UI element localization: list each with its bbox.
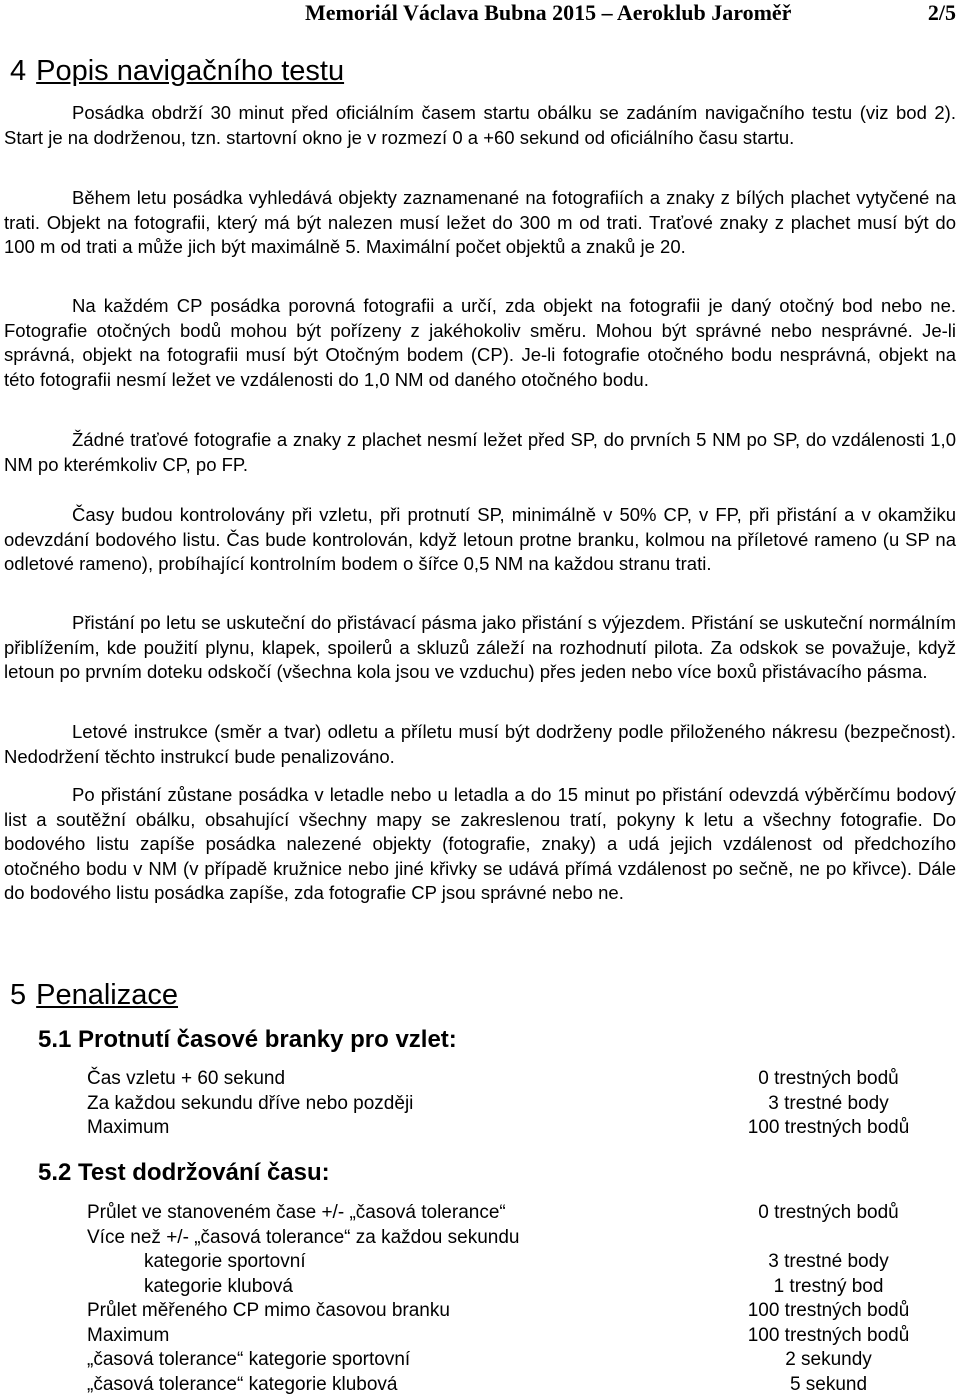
penalty-value: 0 trestných bodů [758, 1202, 899, 1223]
penalty-value: 100 trestných bodů [747, 1300, 910, 1321]
paragraph: Posádka obdrží 30 minut před oficiálním časem startu obálku se zadáním navigačního testu (viz bod 2). Start je na dodrženou, tzn. startovní okno je v rozmezí 0 a +60 sekund od oficiálního času startu. [4, 102, 956, 148]
section-5-heading [10, 979, 178, 1011]
paragraph: Letové instrukce (směr a tvar) odletu a příletu musí být dodrženy podle přiloženého nákresu (bezpečnost). Nedodržení těchto instrukcí bude penalizováno. [4, 721, 956, 767]
penalty-label: Maximum [87, 1324, 170, 1346]
penalty-label: kategorie sportovní [144, 1251, 306, 1272]
penalty-row [87, 1275, 940, 1300]
penalty-label: Průlet měřeného CP mimo časovou branku [87, 1300, 450, 1321]
paragraph: Žádné traťové fotografie a znaky z plachet nesmí ležet před SP, do prvních 5 NM po SP, do vzdálenosti 1,0 NM po kterémkoliv CP, po FP. [4, 429, 956, 475]
page-header [0, 0, 960, 26]
penalty-value: 3 trestné body [768, 1251, 889, 1272]
penalty-row [87, 1373, 940, 1398]
penalty-value: 3 trestné body [768, 1092, 889, 1114]
penalty-label: „časová tolerance“ kategorie klubová [87, 1373, 398, 1395]
penalty-row [87, 1226, 940, 1251]
paragraph: Na každém CP posádka porovná fotografii a určí, zda objekt na fotografii je daný otočný bod nebo ne. Fotografie otočných bodů mohou být pořízeny z jakéhokoliv směru. Mohou být správné nebo nesprávné. Je-li správná, objekt na fotografii musí být Otočným bodem (CP). Je-li fotografie otočného bodu nesprávná, objekt na této fotografii nesmí ležet ve vzdálenosti do 1,0 NM od daného otočného bodu. [4, 295, 956, 390]
section-4-heading [10, 55, 344, 87]
subsection-5-2-heading: 5.2 Test dodržování času: [38, 1159, 330, 1186]
penalty-label: Průlet ve stanoveném čase +/- „časová tolerance“ [87, 1202, 506, 1223]
penalty-label: „časová tolerance“ kategorie sportovní [87, 1349, 411, 1370]
penalty-row [87, 1092, 940, 1117]
penalty-label: Více než +/- „časová tolerance“ za každou sekundu [87, 1226, 520, 1248]
penalty-row [87, 1250, 940, 1275]
penalty-row [87, 1067, 940, 1092]
penalty-value: 100 trestných bodů [747, 1117, 910, 1138]
header-title: Memoriál Václava Bubna 2015 – Aeroklub Jaroměř [305, 0, 792, 25]
penalty-value: 100 trestných bodů [747, 1324, 910, 1346]
penalty-table-timing [87, 1201, 940, 1397]
section-5-number: 5 [10, 979, 27, 1011]
penalty-label: Za každou sekundu dříve nebo později [87, 1092, 414, 1114]
penalty-row [87, 1348, 940, 1373]
section-4-title: Popis navigačního testu [36, 55, 345, 87]
subsection-5-1-heading: 5.1 Protnutí časové branky pro vzlet: [38, 1026, 457, 1053]
penalty-row [87, 1116, 940, 1141]
penalty-label: Čas vzletu + 60 sekund [87, 1068, 286, 1089]
penalty-value: 1 trestný bod [773, 1275, 884, 1297]
section-5-title: Penalizace [36, 979, 179, 1011]
penalty-row [87, 1299, 940, 1324]
paragraph: Časy budou kontrolovány při vzletu, při protnutí SP, minimálně v 50% CP, v FP, při přistání a v okamžiku odevzdání bodového listu. Čas bude kontrolován, když letoun protne branku, kolmou na příletové rameno (u SP na odletové rameno), probíhající kontrolním bodem o šířce 0,5 NM na každou stranu trati. [4, 504, 956, 574]
penalty-value: 5 sekund [789, 1373, 868, 1395]
penalty-value: 2 sekundy [785, 1349, 872, 1370]
paragraph: Během letu posádka vyhledává objekty zaznamenané na fotografiích a znaky z bílých plachet vytyčené na trati. Objekt na fotografii, který má být nalezen musí ležet do 300 m od trati. Traťové znaky z plachet musí být do 100 m od trati a může jich být maximálně 5. Maximální počet objektů a znaků je 20. [4, 187, 956, 257]
page-number: 2/5 [927, 0, 956, 25]
penalty-label: kategorie klubová [144, 1275, 293, 1297]
penalty-row [87, 1324, 940, 1349]
penalty-label: Maximum [87, 1117, 170, 1138]
penalty-row [87, 1201, 940, 1226]
penalty-value: 0 trestných bodů [758, 1068, 899, 1089]
section-4-number: 4 [10, 55, 27, 87]
penalty-table-takeoff [87, 1067, 940, 1141]
paragraph: Přistání po letu se uskuteční do přistávací pásma jako přistání s výjezdem. Přistání se uskuteční normálním přiblížením, kde použití plynu, klapek, spoilerů a skluzů záleží na rozhodnutí pilota. Za odskok se považuje, když letoun po prvním doteku odskočí (všechna kola jsou ve vzduchu) přes jeden nebo více boxů přistávacího pásma. [4, 612, 956, 682]
paragraph: Po přistání zůstane posádka v letadle nebo u letadla a do 15 minut po přistání odevzdá výběrčímu bodový list a soutěžní obálku, obsahující všechny mapy se zakreslenou tratí, pokyny k letu a všechny fotografie. Do bodového listu zapíše posádka nalezené objekty (fotografie, znaky) a udá jejich vzdálenost od předchozího otočného bodu v NM (v případě kružnice nebo jiné křivky se udává přímá vzdálenost po sečně, ne po křivce). Dále do bodového listu posádka zapíše, zda fotografie CP jsou správné nebo ne. [4, 784, 956, 903]
